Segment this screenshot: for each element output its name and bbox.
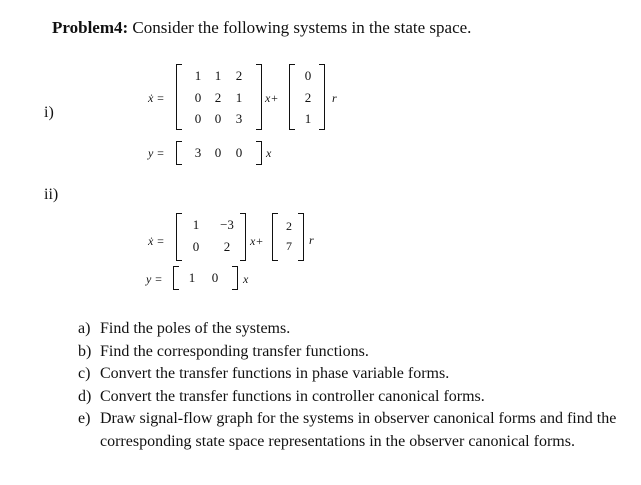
matrix-b-left-bracket: [289, 64, 295, 130]
system-ii-xdot: ẋ =: [148, 234, 165, 248]
matrix-a-cell: 1: [194, 68, 202, 83]
task-label: c): [78, 365, 91, 382]
matrix-c-left-bracket: [173, 266, 179, 290]
matrix-b-cell: 2: [286, 219, 292, 233]
system-i-y: y =: [148, 146, 165, 160]
problem-label: Problem4:: [52, 18, 129, 37]
matrix-a-cell: 0: [194, 111, 202, 126]
system-i-label: i): [44, 104, 54, 121]
matrix-c-cell: 1: [188, 270, 196, 285]
matrix-a-cell: 0: [192, 239, 200, 254]
matrix-a-cell: 0: [194, 90, 202, 105]
matrix-a-cell: 2: [223, 239, 231, 254]
task-label: a): [78, 320, 91, 337]
matrix-a-cell: 1: [214, 68, 222, 83]
matrix-b-cell: 0: [304, 68, 312, 83]
matrix-c-cell: 0: [211, 270, 219, 285]
task-text: Convert the transfer functions in controller canonical forms.: [100, 387, 485, 405]
problem-title: [52, 18, 471, 38]
list-item: [78, 386, 633, 409]
matrix-b-left-bracket: [272, 213, 278, 261]
system-ii-xplus: x+: [250, 234, 264, 248]
matrix-b-cell: 1: [304, 111, 312, 126]
matrix-b-cell: 7: [286, 239, 292, 253]
matrix-a-cell: 2: [235, 68, 243, 83]
matrix-a-right-bracket: [240, 213, 246, 261]
list-item: [78, 341, 633, 364]
list-item: [78, 408, 633, 453]
task-label: e): [78, 410, 91, 427]
matrix-b-right-bracket: [298, 213, 304, 261]
matrix-a-cell: −3: [220, 217, 234, 232]
task-text: Draw signal-flow graph for the systems in observer canonical forms and find the corresponding state space representations in the observer canonical forms.: [100, 410, 617, 450]
problem-intro: Consider the following systems in the state space.: [132, 18, 472, 37]
matrix-a-cell: 2: [214, 90, 222, 105]
matrix-a-right-bracket: [256, 64, 262, 130]
matrix-a-cell: 0: [214, 111, 222, 126]
matrix-c-right-bracket: [232, 266, 238, 290]
task-label: b): [78, 342, 92, 360]
matrix-a-cell: 1: [192, 217, 200, 232]
matrix-c-left-bracket: [176, 141, 182, 165]
system-ii-y: y =: [146, 272, 163, 286]
system-ii-r: r: [309, 233, 314, 247]
matrix-a-cell: 3: [235, 111, 243, 126]
task-list: [78, 318, 633, 453]
matrix-c-right-bracket: [256, 141, 262, 165]
matrix-c-cell: 3: [194, 145, 202, 160]
task-text: Find the poles of the systems.: [100, 320, 291, 337]
matrix-a-left-bracket: [176, 213, 182, 261]
system-ii-label: ii): [44, 186, 59, 203]
list-item: [78, 363, 633, 386]
system-i-x: x: [266, 146, 272, 160]
list-item: [78, 318, 633, 341]
task-text: Find the corresponding transfer functions.: [100, 342, 369, 360]
matrix-a-left-bracket: [176, 64, 182, 130]
task-text: Convert the transfer functions in phase variable forms.: [100, 365, 450, 382]
system-i-r: r: [332, 91, 337, 105]
matrix-b-cell: 2: [304, 90, 312, 105]
matrix-b-right-bracket: [319, 64, 325, 130]
matrix-c-cell: 0: [214, 145, 222, 160]
task-label: d): [78, 387, 92, 405]
system-i-xdot: ẋ =: [148, 91, 165, 105]
matrix-a-cell: 1: [235, 90, 243, 105]
system-i-xplus: x+: [265, 91, 279, 105]
matrix-c-cell: 0: [235, 145, 243, 160]
system-ii-x: x: [243, 272, 249, 286]
